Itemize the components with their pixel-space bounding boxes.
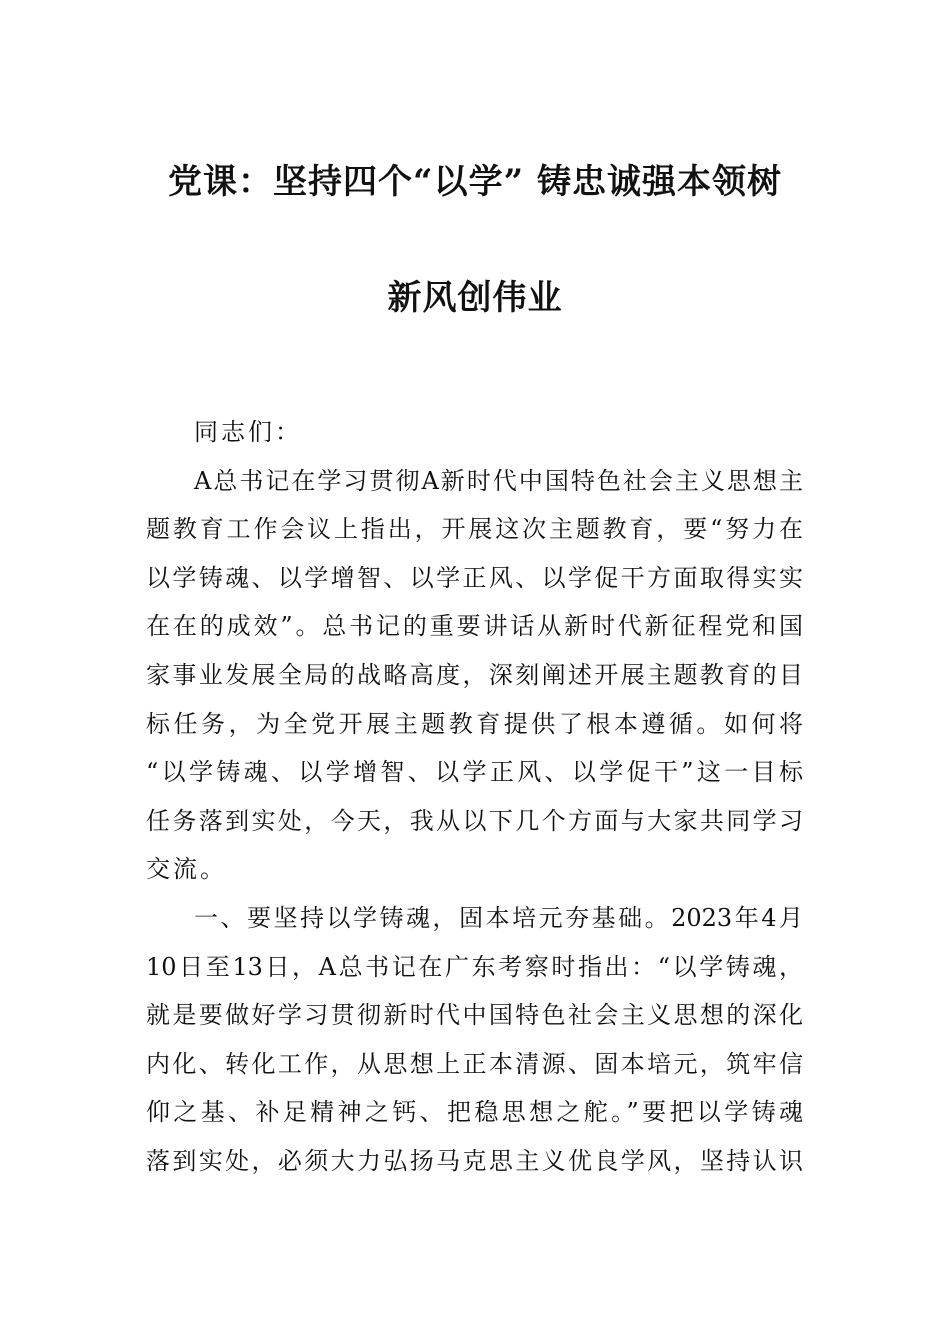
paragraph-line: 家事业发展全局的战略高度，深刻阐述开展主题教育的目: [146, 660, 803, 689]
paragraph-line: 标任务，为全党开展主题教育提供了根本遵循。如何将: [146, 709, 803, 738]
document-body: [146, 408, 803, 1186]
paragraph-line: 题教育工作会议上指出，开展这次主题教育，要“努力在: [146, 515, 803, 544]
paragraph-line: 落到实处，必须大力弘扬马克思主义优良学风，坚持认识: [146, 1146, 803, 1175]
paragraph-line: 内化、转化工作，从思想上正本清源、固本培元，筑牢信: [146, 1049, 803, 1078]
paragraph-line: A总书记在学习贯彻A新时代中国特色社会主义思想主: [194, 466, 803, 495]
paragraph-line: 以学铸魂、以学增智、以学正风、以学促干方面取得实实: [146, 563, 803, 592]
paragraph-line: “以学铸魂、以学增智、以学正风、以学促干”这一目标: [146, 758, 803, 787]
document-title-line-1: 党课：坚持四个“以学” 铸忠诚强本领树: [168, 162, 782, 202]
paragraph-line: 在在的成效”。总书记的重要讲话从新时代新征程党和国: [146, 612, 803, 641]
paragraph-line: 同志们：: [194, 418, 302, 446]
paragraph-line: 一、要坚持以学铸魂，固本培元夯基础。2023年4月: [194, 903, 803, 932]
paragraph-line: 就是要做好学习贯彻新时代中国特色社会主义思想的深化: [146, 1001, 803, 1030]
paragraph-line: 交流。: [146, 855, 227, 884]
paragraph-line: 任务落到实处，今天，我从以下几个方面与大家共同学习: [146, 806, 803, 835]
document-title-line-2: 新风创伟业: [387, 278, 563, 318]
paragraph-line: 仰之基、补足精神之钙、把稳思想之舵。”要把以学铸魂: [146, 1098, 803, 1127]
paragraph-line: 10日至13日，A总书记在广东考察时指出：“以学铸魂，: [146, 952, 803, 981]
